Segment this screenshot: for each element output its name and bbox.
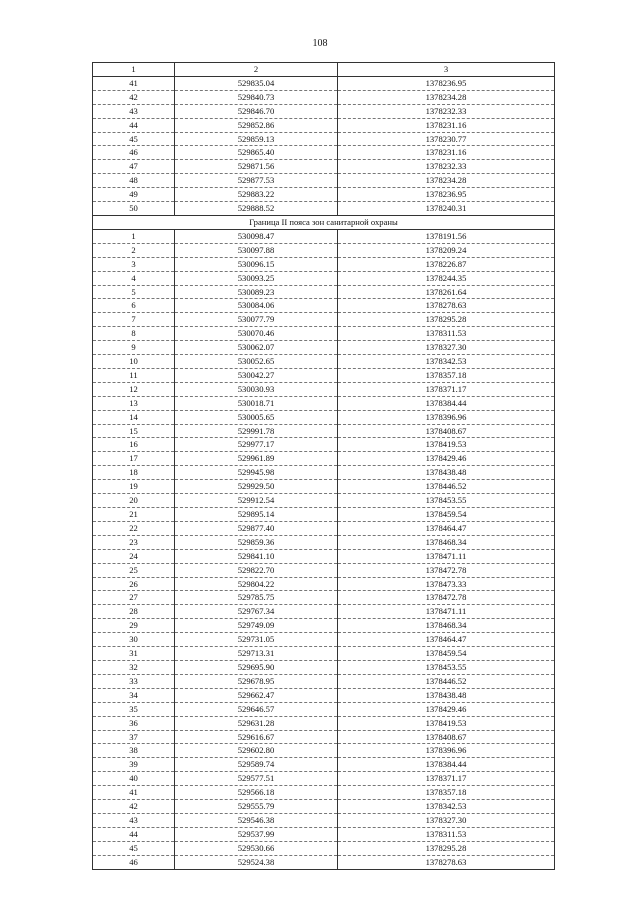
- y-coordinate-cell: 1378453.55: [338, 494, 555, 508]
- point-number-cell: 13: [93, 396, 175, 410]
- x-coordinate-cell: 529713.31: [175, 647, 338, 661]
- x-coordinate-cell: 530093.25: [175, 271, 338, 285]
- point-number-cell: 39: [93, 758, 175, 772]
- table-row: [93, 90, 555, 104]
- y-coordinate-cell: 1378234.28: [338, 90, 555, 104]
- x-coordinate-cell: 529662.47: [175, 688, 338, 702]
- point-number-cell: 24: [93, 549, 175, 563]
- y-coordinate-cell: 1378234.28: [338, 174, 555, 188]
- table-row: [93, 327, 555, 341]
- table-row: [93, 202, 555, 216]
- x-coordinate-cell: 529841.10: [175, 549, 338, 563]
- x-coordinate-cell: 529846.70: [175, 104, 338, 118]
- point-number-cell: 36: [93, 716, 175, 730]
- x-coordinate-cell: 529767.34: [175, 605, 338, 619]
- table-row: [93, 271, 555, 285]
- x-coordinate-cell: 530042.27: [175, 368, 338, 382]
- point-number-cell: 16: [93, 438, 175, 452]
- x-coordinate-cell: 529859.13: [175, 132, 338, 146]
- header-row: [93, 63, 555, 77]
- table-row: [93, 702, 555, 716]
- point-number-cell: 42: [93, 90, 175, 104]
- x-coordinate-cell: 530077.79: [175, 313, 338, 327]
- y-coordinate-cell: 1378408.67: [338, 424, 555, 438]
- x-coordinate-cell: 529695.90: [175, 660, 338, 674]
- y-coordinate-cell: 1378342.53: [338, 800, 555, 814]
- point-number-cell: 43: [93, 813, 175, 827]
- point-number-cell: 9: [93, 341, 175, 355]
- table-row: [93, 341, 555, 355]
- y-coordinate-cell: 1378342.53: [338, 355, 555, 369]
- x-coordinate-cell: 530005.65: [175, 410, 338, 424]
- point-number-cell: 18: [93, 466, 175, 480]
- point-number-cell: 35: [93, 702, 175, 716]
- point-number-cell: 31: [93, 647, 175, 661]
- point-number-cell: 44: [93, 827, 175, 841]
- table-row: [93, 619, 555, 633]
- x-coordinate-cell: 529859.36: [175, 535, 338, 549]
- y-coordinate-cell: 1378396.96: [338, 744, 555, 758]
- y-coordinate-cell: 1378384.44: [338, 758, 555, 772]
- point-number-cell: 19: [93, 480, 175, 494]
- point-number-cell: 40: [93, 772, 175, 786]
- y-coordinate-cell: 1378295.28: [338, 841, 555, 855]
- y-coordinate-cell: 1378261.64: [338, 285, 555, 299]
- y-coordinate-cell: 1378419.53: [338, 438, 555, 452]
- x-coordinate-cell: 529678.95: [175, 674, 338, 688]
- x-coordinate-cell: 529577.51: [175, 772, 338, 786]
- table-row: [93, 382, 555, 396]
- x-coordinate-cell: 530052.65: [175, 355, 338, 369]
- x-coordinate-cell: 529877.40: [175, 521, 338, 535]
- point-number-cell: 14: [93, 410, 175, 424]
- table-row: [93, 800, 555, 814]
- table-row: [93, 76, 555, 90]
- coordinates-table-body: [93, 63, 555, 870]
- y-coordinate-cell: 1378429.46: [338, 702, 555, 716]
- table-row: [93, 410, 555, 424]
- point-number-cell: 12: [93, 382, 175, 396]
- point-number-cell: 47: [93, 160, 175, 174]
- x-coordinate-cell: 530018.71: [175, 396, 338, 410]
- table-row: [93, 758, 555, 772]
- y-coordinate-cell: 1378236.95: [338, 188, 555, 202]
- section-row: [93, 215, 555, 229]
- table-row: [93, 146, 555, 160]
- x-coordinate-cell: 529530.66: [175, 841, 338, 855]
- table-row: [93, 841, 555, 855]
- section-title: Граница II пояса зон санитарной охраны: [93, 215, 555, 229]
- y-coordinate-cell: 1378327.30: [338, 813, 555, 827]
- y-coordinate-cell: 1378231.16: [338, 118, 555, 132]
- table-row: [93, 104, 555, 118]
- x-coordinate-cell: 529961.89: [175, 452, 338, 466]
- x-coordinate-cell: 529883.22: [175, 188, 338, 202]
- point-number-cell: 3: [93, 257, 175, 271]
- point-number-cell: 41: [93, 786, 175, 800]
- point-number-cell: 46: [93, 146, 175, 160]
- y-coordinate-cell: 1378327.30: [338, 341, 555, 355]
- y-coordinate-cell: 1378236.95: [338, 76, 555, 90]
- table-row: [93, 549, 555, 563]
- x-coordinate-cell: 529602.80: [175, 744, 338, 758]
- table-row: [93, 285, 555, 299]
- x-coordinate-cell: 530089.23: [175, 285, 338, 299]
- point-number-cell: 21: [93, 508, 175, 522]
- point-number-cell: 46: [93, 855, 175, 869]
- table-row: [93, 647, 555, 661]
- x-coordinate-cell: 530098.47: [175, 229, 338, 243]
- point-number-cell: 38: [93, 744, 175, 758]
- point-number-cell: 7: [93, 313, 175, 327]
- table-row: [93, 396, 555, 410]
- table-row: [93, 355, 555, 369]
- y-coordinate-cell: 1378371.17: [338, 772, 555, 786]
- point-number-cell: 20: [93, 494, 175, 508]
- y-coordinate-cell: 1378471.11: [338, 605, 555, 619]
- y-coordinate-cell: 1378226.87: [338, 257, 555, 271]
- y-coordinate-cell: 1378232.33: [338, 104, 555, 118]
- y-coordinate-cell: 1378446.52: [338, 674, 555, 688]
- point-number-cell: 45: [93, 841, 175, 855]
- x-coordinate-cell: 530084.06: [175, 299, 338, 313]
- x-coordinate-cell: 530097.88: [175, 243, 338, 257]
- point-number-cell: 49: [93, 188, 175, 202]
- x-coordinate-cell: 529589.74: [175, 758, 338, 772]
- y-coordinate-cell: 1378230.77: [338, 132, 555, 146]
- x-coordinate-cell: 529822.70: [175, 563, 338, 577]
- x-coordinate-cell: 530030.93: [175, 382, 338, 396]
- point-number-cell: 34: [93, 688, 175, 702]
- column-header: 3: [338, 63, 555, 77]
- table-row: [93, 535, 555, 549]
- y-coordinate-cell: 1378459.54: [338, 508, 555, 522]
- table-row: [93, 229, 555, 243]
- y-coordinate-cell: 1378191.56: [338, 229, 555, 243]
- table-row: [93, 688, 555, 702]
- table-row: [93, 132, 555, 146]
- x-coordinate-cell: 529555.79: [175, 800, 338, 814]
- x-coordinate-cell: 530062.07: [175, 341, 338, 355]
- y-coordinate-cell: 1378472.78: [338, 591, 555, 605]
- column-header: 2: [175, 63, 338, 77]
- page-number: 108: [312, 38, 328, 49]
- y-coordinate-cell: 1378429.46: [338, 452, 555, 466]
- table-row: [93, 813, 555, 827]
- point-number-cell: 30: [93, 633, 175, 647]
- x-coordinate-cell: 530096.15: [175, 257, 338, 271]
- point-number-cell: 23: [93, 535, 175, 549]
- table-row: [93, 605, 555, 619]
- x-coordinate-cell: 529537.99: [175, 827, 338, 841]
- y-coordinate-cell: 1378231.16: [338, 146, 555, 160]
- y-coordinate-cell: 1378464.47: [338, 633, 555, 647]
- y-coordinate-cell: 1378438.48: [338, 688, 555, 702]
- x-coordinate-cell: 529631.28: [175, 716, 338, 730]
- y-coordinate-cell: 1378472.78: [338, 563, 555, 577]
- table-row: [93, 160, 555, 174]
- table-row: [93, 494, 555, 508]
- y-coordinate-cell: 1378446.52: [338, 480, 555, 494]
- y-coordinate-cell: 1378278.63: [338, 855, 555, 869]
- table-row: [93, 591, 555, 605]
- point-number-cell: 11: [93, 368, 175, 382]
- y-coordinate-cell: 1378408.67: [338, 730, 555, 744]
- x-coordinate-cell: 529524.38: [175, 855, 338, 869]
- x-coordinate-cell: 529852.86: [175, 118, 338, 132]
- x-coordinate-cell: 529749.09: [175, 619, 338, 633]
- point-number-cell: 1: [93, 229, 175, 243]
- point-number-cell: 26: [93, 577, 175, 591]
- table-row: [93, 466, 555, 480]
- point-number-cell: 50: [93, 202, 175, 216]
- x-coordinate-cell: 529731.05: [175, 633, 338, 647]
- table-row: [93, 452, 555, 466]
- column-header: 1: [93, 63, 175, 77]
- point-number-cell: 48: [93, 174, 175, 188]
- point-number-cell: 6: [93, 299, 175, 313]
- table-row: [93, 299, 555, 313]
- table-row: [93, 243, 555, 257]
- table-row: [93, 674, 555, 688]
- point-number-cell: 37: [93, 730, 175, 744]
- point-number-cell: 28: [93, 605, 175, 619]
- x-coordinate-cell: 530070.46: [175, 327, 338, 341]
- x-coordinate-cell: 529977.17: [175, 438, 338, 452]
- y-coordinate-cell: 1378232.33: [338, 160, 555, 174]
- y-coordinate-cell: 1378473.33: [338, 577, 555, 591]
- x-coordinate-cell: 529616.67: [175, 730, 338, 744]
- x-coordinate-cell: 529804.22: [175, 577, 338, 591]
- point-number-cell: 27: [93, 591, 175, 605]
- table-row: [93, 730, 555, 744]
- y-coordinate-cell: 1378384.44: [338, 396, 555, 410]
- table-row: [93, 744, 555, 758]
- x-coordinate-cell: 529840.73: [175, 90, 338, 104]
- y-coordinate-cell: 1378357.18: [338, 368, 555, 382]
- table-row: [93, 827, 555, 841]
- table-row: [93, 438, 555, 452]
- table-row: [93, 633, 555, 647]
- point-number-cell: 32: [93, 660, 175, 674]
- table-row: [93, 174, 555, 188]
- table-row: [93, 786, 555, 800]
- table-row: [93, 508, 555, 522]
- x-coordinate-cell: 529877.53: [175, 174, 338, 188]
- y-coordinate-cell: 1378464.47: [338, 521, 555, 535]
- point-number-cell: 42: [93, 800, 175, 814]
- table-row: [93, 188, 555, 202]
- y-coordinate-cell: 1378396.96: [338, 410, 555, 424]
- x-coordinate-cell: 529785.75: [175, 591, 338, 605]
- y-coordinate-cell: 1378209.24: [338, 243, 555, 257]
- x-coordinate-cell: 529991.78: [175, 424, 338, 438]
- x-coordinate-cell: 529888.52: [175, 202, 338, 216]
- coordinates-table: [92, 62, 555, 870]
- point-number-cell: 43: [93, 104, 175, 118]
- y-coordinate-cell: 1378459.54: [338, 647, 555, 661]
- x-coordinate-cell: 529912.54: [175, 494, 338, 508]
- table-row: [93, 772, 555, 786]
- y-coordinate-cell: 1378278.63: [338, 299, 555, 313]
- point-number-cell: 25: [93, 563, 175, 577]
- y-coordinate-cell: 1378471.11: [338, 549, 555, 563]
- y-coordinate-cell: 1378311.53: [338, 327, 555, 341]
- y-coordinate-cell: 1378295.28: [338, 313, 555, 327]
- table-row: [93, 480, 555, 494]
- point-number-cell: 33: [93, 674, 175, 688]
- table-row: [93, 855, 555, 869]
- table-row: [93, 563, 555, 577]
- y-coordinate-cell: 1378419.53: [338, 716, 555, 730]
- y-coordinate-cell: 1378438.48: [338, 466, 555, 480]
- y-coordinate-cell: 1378311.53: [338, 827, 555, 841]
- table-row: [93, 257, 555, 271]
- y-coordinate-cell: 1378240.31: [338, 202, 555, 216]
- table-row: [93, 716, 555, 730]
- point-number-cell: 2: [93, 243, 175, 257]
- y-coordinate-cell: 1378453.55: [338, 660, 555, 674]
- x-coordinate-cell: 529871.56: [175, 160, 338, 174]
- y-coordinate-cell: 1378244.35: [338, 271, 555, 285]
- x-coordinate-cell: 529546.38: [175, 813, 338, 827]
- point-number-cell: 44: [93, 118, 175, 132]
- point-number-cell: 15: [93, 424, 175, 438]
- y-coordinate-cell: 1378468.34: [338, 619, 555, 633]
- point-number-cell: 45: [93, 132, 175, 146]
- point-number-cell: 41: [93, 76, 175, 90]
- point-number-cell: 22: [93, 521, 175, 535]
- table-row: [93, 368, 555, 382]
- table-row: [93, 660, 555, 674]
- table-row: [93, 313, 555, 327]
- x-coordinate-cell: 529835.04: [175, 76, 338, 90]
- point-number-cell: 10: [93, 355, 175, 369]
- table-row: [93, 521, 555, 535]
- point-number-cell: 8: [93, 327, 175, 341]
- y-coordinate-cell: 1378371.17: [338, 382, 555, 396]
- x-coordinate-cell: 529929.50: [175, 480, 338, 494]
- point-number-cell: 17: [93, 452, 175, 466]
- table-row: [93, 577, 555, 591]
- x-coordinate-cell: 529646.57: [175, 702, 338, 716]
- y-coordinate-cell: 1378357.18: [338, 786, 555, 800]
- x-coordinate-cell: 529865.40: [175, 146, 338, 160]
- table-row: [93, 118, 555, 132]
- table-row: [93, 424, 555, 438]
- x-coordinate-cell: 529895.14: [175, 508, 338, 522]
- x-coordinate-cell: 529945.98: [175, 466, 338, 480]
- x-coordinate-cell: 529566.18: [175, 786, 338, 800]
- point-number-cell: 5: [93, 285, 175, 299]
- y-coordinate-cell: 1378468.34: [338, 535, 555, 549]
- point-number-cell: 4: [93, 271, 175, 285]
- point-number-cell: 29: [93, 619, 175, 633]
